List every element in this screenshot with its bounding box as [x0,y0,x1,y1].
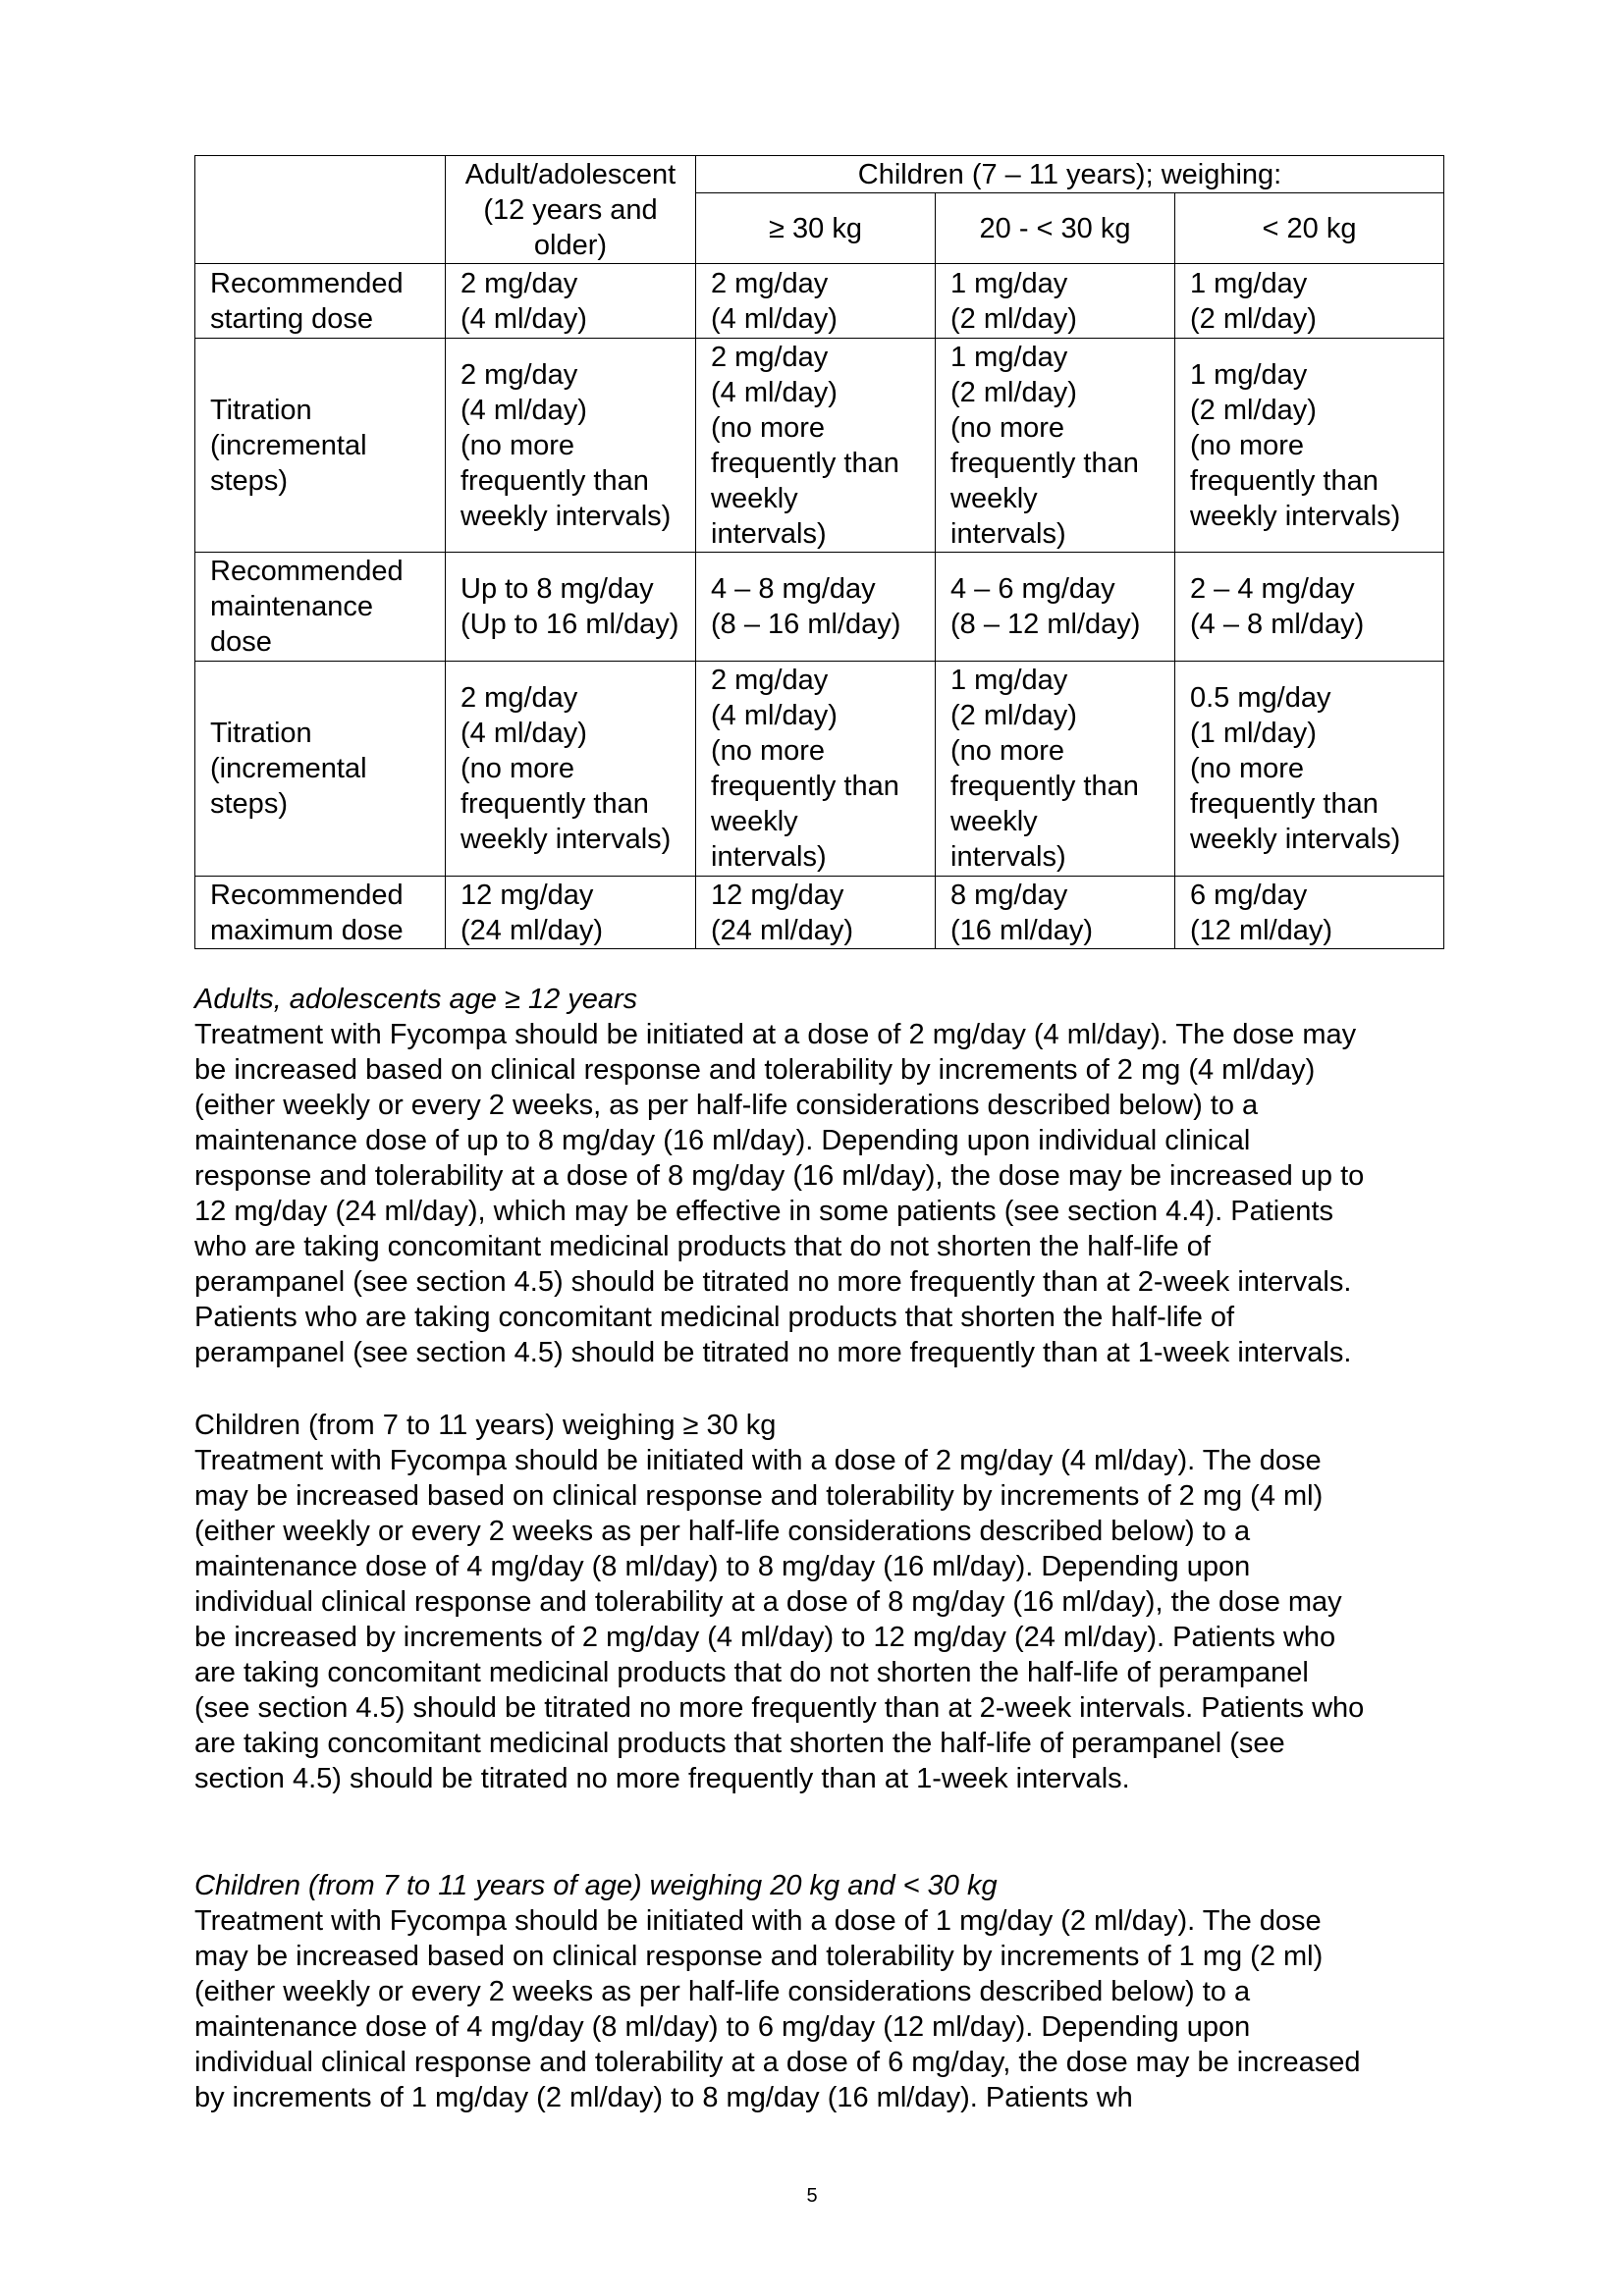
text-line: by increments of 1 mg/day (2 ml/day) to 8 mg/day (16 ml/day). Patients wh [194,2082,1133,2113]
table-cell: 4 – 8 mg/day (8 – 16 ml/day) [696,553,936,662]
text-line: (see section 4.5) should be titrated no more frequently than at 2-week intervals. Patients who [194,1692,1365,1724]
table-row [195,877,1444,949]
table-cell: 1 mg/day (2 ml/day) [1175,264,1444,339]
table-cell: 0.5 mg/day (1 ml/day) (no more frequently than weekly intervals) [1175,662,1444,877]
dosing-table [194,155,1444,949]
row-label-titration: Titration (incremental steps) [195,339,446,553]
table-cell: 2 mg/day (4 ml/day) (no more frequently than weekly intervals) [446,662,696,877]
table-row [195,264,1444,339]
text-line: 12 mg/day (24 ml/day), which may be effective in some patients (see section 4.4). Patients [194,1196,1334,1227]
text-line: are taking concomitant medicinal products that do not shorten the half-life of perampanel [194,1657,1309,1688]
table-cell: 6 mg/day (12 ml/day) [1175,877,1444,949]
text-line: (either weekly or every 2 weeks as per half-life considerations described below) to a [194,1976,1251,2007]
table-header-lt20kg: < 20 kg [1175,193,1444,264]
text-line: perampanel (see section 4.5) should be titrated no more frequently than at 1-week intervals. [194,1337,1352,1368]
table-cell: 1 mg/day (2 ml/day) (no more frequently than weekly intervals) [936,662,1175,877]
table-cell: 12 mg/day (24 ml/day) [696,877,936,949]
table-cell: 2 mg/day (4 ml/day) [446,264,696,339]
text-line: Treatment with Fycompa should be initiated with a dose of 1 mg/day (2 ml/day). The dose [194,1905,1322,1937]
text-line: individual clinical response and tolerability at a dose of 8 mg/day (16 ml/day), the dose may [194,1586,1342,1618]
table-header-adult: Adult/adolescent (12 years and older) [446,156,696,264]
section-adults [194,982,1461,1370]
text-line: maintenance dose of up to 8 mg/day (16 ml/day). Depending upon individual clinical [194,1125,1251,1156]
table-cell: 2 mg/day (4 ml/day) (no more frequently than weekly intervals) [696,339,936,553]
table-cell: 1 mg/day (2 ml/day) (no more frequently than weekly intervals) [1175,339,1444,553]
table-header-ge30kg: ≥ 30 kg [696,193,936,264]
table-cell: Up to 8 mg/day (Up to 16 ml/day) [446,553,696,662]
table-header-empty [195,156,446,264]
text-line: be increased based on clinical response and tolerability by increments of 2 mg (4 ml/day) [194,1054,1316,1086]
table-cell: 2 – 4 mg/day (4 – 8 ml/day) [1175,553,1444,662]
text-line: are taking concomitant medicinal products that shorten the half-life of perampanel (see [194,1728,1285,1759]
text-line: be increased by increments of 2 mg/day (4 ml/day) to 12 mg/day (24 ml/day). Patients who [194,1622,1336,1653]
table-row [195,339,1444,553]
text-line: may be increased based on clinical response and tolerability by increments of 1 mg (2 ml) [194,1941,1324,1972]
table-cell: 1 mg/day (2 ml/day) [936,264,1175,339]
row-label-starting-dose: Recommended starting dose [195,264,446,339]
table-cell: 2 mg/day (4 ml/day) (no more frequently than weekly intervals) [696,662,936,877]
page-number: 5 [806,2185,818,2207]
text-line: individual clinical response and tolerability at a dose of 6 mg/day, the dose may be increased [194,2047,1361,2078]
table-cell: 8 mg/day (16 ml/day) [936,877,1175,949]
text-line: maintenance dose of 4 mg/day (8 ml/day) to 6 mg/day (12 ml/day). Depending upon [194,2011,1251,2043]
text-line: may be increased based on clinical response and tolerability by increments of 2 mg (4 ml) [194,1480,1324,1512]
text-line: Patients who are taking concomitant medicinal products that shorten the half-life of [194,1302,1235,1333]
table-cell: 4 – 6 mg/day (8 – 12 ml/day) [936,553,1175,662]
section-heading: Children (from 7 to 11 years) weighing ≥ 30 kg [194,1410,777,1441]
section-heading: Adults, adolescents age ≥ 12 years [194,984,638,1015]
table-cell: 2 mg/day (4 ml/day) [696,264,936,339]
text-line: Treatment with Fycompa should be initiated with a dose of 2 mg/day (4 ml/day). The dose [194,1445,1322,1476]
table-cell: 2 mg/day (4 ml/day) (no more frequently than weekly intervals) [446,339,696,553]
text-line: Treatment with Fycompa should be initiated at a dose of 2 mg/day (4 ml/day). The dose may [194,1019,1357,1050]
section-heading: Children (from 7 to 11 years of age) weighing 20 kg and < 30 kg [194,1870,998,1901]
section-children-ge30kg [194,1408,1461,1796]
text-line: who are taking concomitant medicinal products that do not shorten the half-life of [194,1231,1211,1262]
section-children-20-30kg [194,1868,1461,2115]
text-line: (either weekly or every 2 weeks as per half-life considerations described below) to a [194,1516,1251,1547]
text-line: response and tolerability at a dose of 8 mg/day (16 ml/day), the dose may be increased up to [194,1160,1365,1192]
row-label-maximum-dose: Recommended maximum dose [195,877,446,949]
row-label-maintenance-dose: Recommended maintenance dose [195,553,446,662]
table-header-children-group: Children (7 – 11 years); weighing: [696,156,1444,193]
row-label-titration: Titration (incremental steps) [195,662,446,877]
table-cell: 1 mg/day (2 ml/day) (no more frequently than weekly intervals) [936,339,1175,553]
text-line: perampanel (see section 4.5) should be titrated no more frequently than at 2-week intervals. [194,1266,1352,1298]
text-line: maintenance dose of 4 mg/day (8 ml/day) to 8 mg/day (16 ml/day). Depending upon [194,1551,1251,1582]
table-header-20-30kg: 20 - < 30 kg [936,193,1175,264]
text-line: (either weekly or every 2 weeks, as per half-life considerations described below) to a [194,1090,1259,1121]
table-row [195,553,1444,662]
table-row [195,662,1444,877]
text-line: section 4.5) should be titrated no more frequently than at 1-week intervals. [194,1763,1130,1794]
table-cell: 12 mg/day (24 ml/day) [446,877,696,949]
